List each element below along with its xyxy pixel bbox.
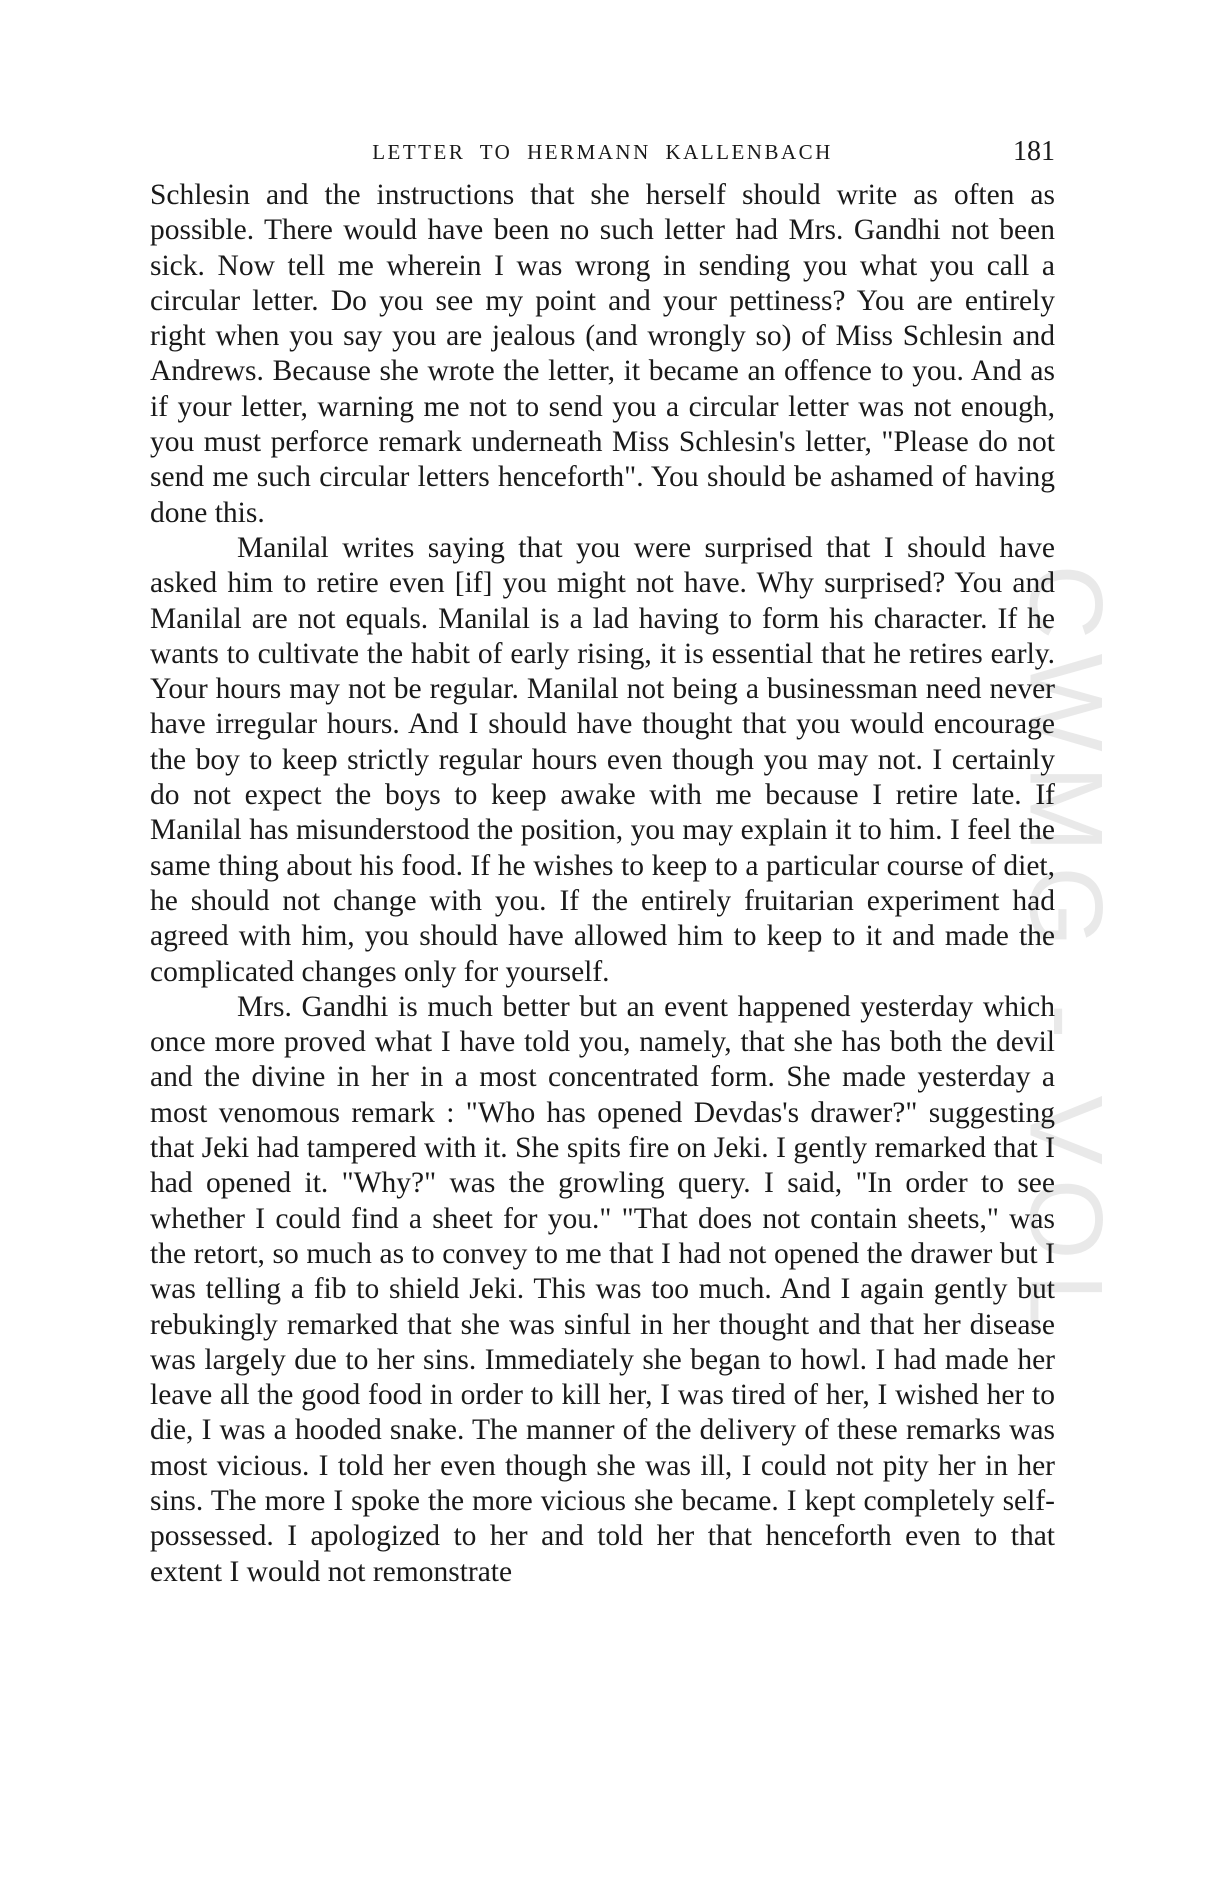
- running-header: [150, 136, 1055, 172]
- paragraph: Mrs. Gandhi is much better but an event happened yesterday which once more proved what I have told you, namely, that she has both the devil and the divine in her in a most concentrated form. She made yesterday a most venomous remark : "Who has opened Devdas's drawer?" suggesting that Jeki had tampered with it. She spits fire on Jeki. I gently remarked that I had opened it. "Why?" was the growling query. I said, "In order to see whether I could find a sheet for you." "That does not contain sheets," was the retort, so much as to convey to me that I had not opened the drawer but I was telling a fib to shield Jeki. This was too much. And I again gently but rebukingly remarked that she was sinful in her thought and that her disease was largely due to her sins. Immediately she began to howl. I had made her leave all the good food in order to kill her, I was tired of her, I wished her to die, I was a hooded snake. The manner of the delivery of these remarks was most vicious. I told her even though she was ill, I could not pity her in her sins. The more I spoke the more vicious she became. I kept completely self-possessed. I apologized to her and told her that henceforth even to that extent I would not remonstrate: [150, 990, 1055, 1588]
- running-title: LETTER TO HERMANN KALLENBACH: [372, 140, 833, 164]
- paragraph: Manilal writes saying that you were surprised that I should have asked him to retire even [if] you might not have. Why surprised? You and Manilal are not equals. Manilal is a lad having to form his character. If he wants to cultivate the habit of early rising, it is essential that he retires early. Your hours may not be regular. Manilal not being a businessman need never have irregular hours. And I should have thought that you would encourage the boy to keep strictly regular hours even though you may not. I certainly do not expect the boys to keep awake with me because I retire late. If Manilal has misunderstood the position, you may explain it to him. I feel the same thing about his food. If he wishes to keep to a particular course of diet, he should not change with you. If the entirely fruitarian experiment had agreed with him, you should have allowed him to keep to it and made the complicated changes only for yourself.: [150, 531, 1055, 988]
- body-text: [150, 178, 1055, 1590]
- page-number: 181: [1013, 136, 1055, 167]
- paragraph-continued: Schlesin and the instructions that she herself should write as often as possible. There would have been no such letter had Mrs. Gandhi not been sick. Now tell me wherein I was wrong in sending you what you call a circular letter. Do you see my point and your pettiness? You are entirely right when you say you are jealous (and wrongly so) of Miss Schlesin and Andrews. Because she wrote the letter, it became an offence to you. And as if your letter, warning me not to send you a circular letter was not enough, you must perforce remark underneath Miss Schlesin's letter, "Please do not send me such circular letters henceforth". You should be ashamed of having done this.: [150, 179, 1055, 529]
- watermark-text: CWMG - VOL: [1007, 564, 1124, 1346]
